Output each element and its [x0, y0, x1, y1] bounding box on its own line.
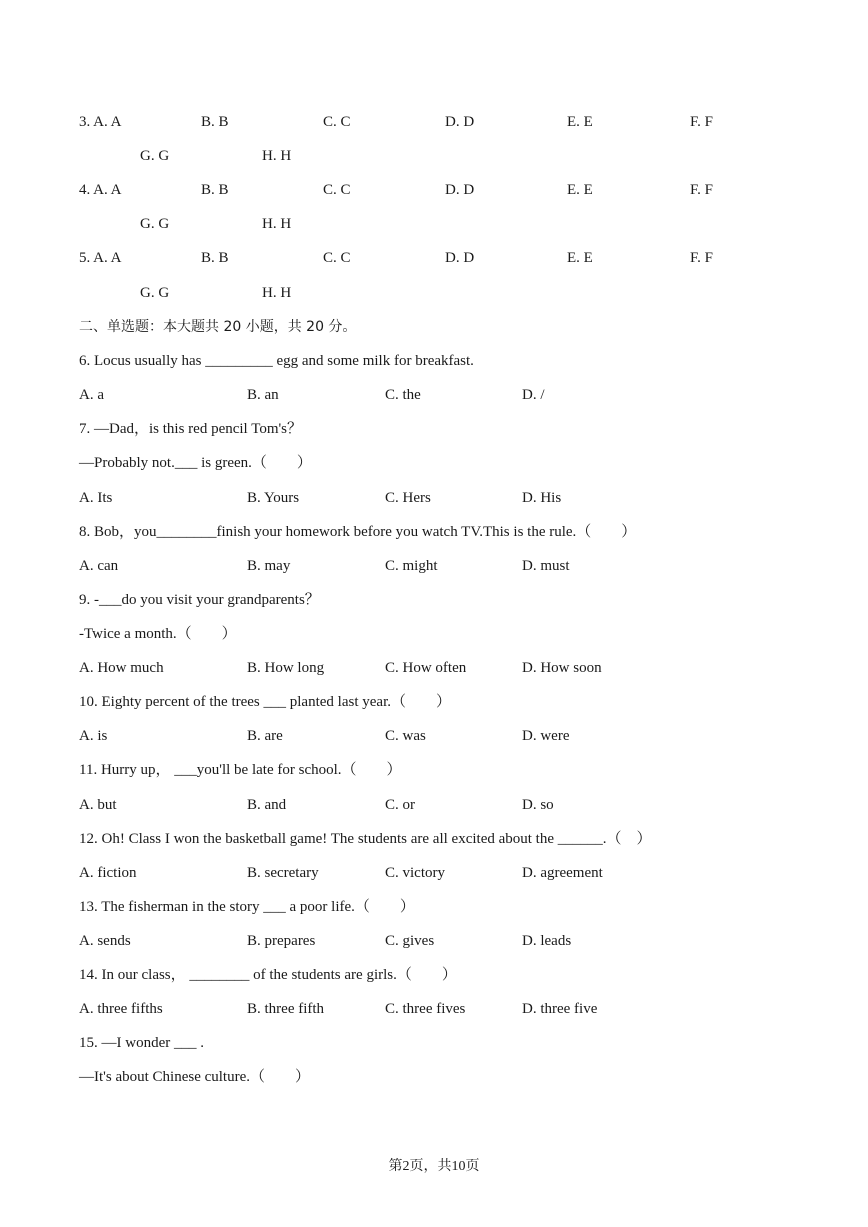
- letter-item-4-row1: [0, 179, 868, 201]
- option-c: C. Hers: [385, 490, 431, 506]
- option-b: B. How long: [247, 660, 325, 676]
- option-b: B. and: [247, 797, 287, 813]
- option: 3. A. A: [79, 114, 122, 130]
- option-c: C. was: [385, 728, 426, 744]
- question-11-options: [0, 794, 868, 816]
- question-7-stem-2: —Probably not.___ is green.（ ）: [79, 455, 312, 471]
- option-b: B. an: [247, 387, 279, 403]
- option-c: C. victory: [385, 865, 445, 881]
- question-7-stem: 7. —Dad，is this red pencil Tom's？: [79, 421, 303, 437]
- question-9-stem: 9. -___do you visit your grandparents？: [79, 592, 320, 608]
- option: G. G: [140, 216, 170, 232]
- letter-item-5-row2: [0, 282, 868, 304]
- letter-item-5-row1: [0, 247, 868, 269]
- option: C. C: [323, 182, 351, 198]
- option-a: A. can: [79, 558, 119, 574]
- option-c: C. or: [385, 797, 415, 813]
- option-b: B. secretary: [247, 865, 319, 881]
- option: H. H: [262, 148, 292, 164]
- option-b: B. are: [247, 728, 283, 744]
- question-6-stem: 6. Locus usually has _________ egg and some milk for breakfast.: [79, 353, 474, 369]
- option: F. F: [690, 182, 713, 198]
- question-15-stem: 15. —I wonder ___ .: [79, 1035, 204, 1051]
- option: E. E: [567, 182, 593, 198]
- question-8-stem: 8. Bob，you________finish your homework before you watch TV.This is the rule.（ ）: [79, 524, 637, 540]
- letter-item-3-row1: [0, 111, 868, 133]
- option: C. C: [323, 114, 351, 130]
- option: D. D: [445, 114, 475, 130]
- option-d: D. leads: [522, 933, 572, 949]
- option-b: B. Yours: [247, 490, 300, 506]
- option: B. B: [201, 250, 229, 266]
- option-a: A. fiction: [79, 865, 137, 881]
- option-d: D. must: [522, 558, 570, 574]
- option: H. H: [262, 216, 292, 232]
- section-heading: 二、单选题：本大题共 20 小题，共 20 分。: [79, 319, 357, 335]
- option: D. D: [445, 250, 475, 266]
- option: B. B: [201, 114, 229, 130]
- option: H. H: [262, 285, 292, 301]
- question-6-options: [0, 384, 868, 406]
- question-12-stem: 12. Oh! Class I won the basketball game! The students are all excited about the ______.（ ）: [79, 831, 652, 847]
- option-c: C. three fives: [385, 1001, 466, 1017]
- option-a: A. sends: [79, 933, 131, 949]
- option: 4. A. A: [79, 182, 122, 198]
- option: G. G: [140, 285, 170, 301]
- option-d: D. so: [522, 797, 554, 813]
- question-14-options: [0, 998, 868, 1020]
- question-11-stem: 11. Hurry up， ___you'll be late for school.（ ）: [79, 762, 402, 778]
- question-9-options: [0, 657, 868, 679]
- option: C. C: [323, 250, 351, 266]
- option-b: B. may: [247, 558, 291, 574]
- option-c: C. might: [385, 558, 438, 574]
- letter-item-4-row2: [0, 213, 868, 235]
- question-14-stem: 14. In our class， ________ of the students are girls.（ ）: [79, 967, 457, 983]
- option: E. E: [567, 114, 593, 130]
- question-7-options: [0, 487, 868, 509]
- option-c: C. gives: [385, 933, 435, 949]
- option-b: B. prepares: [247, 933, 316, 949]
- option: F. F: [690, 114, 713, 130]
- option-a: A. is: [79, 728, 108, 744]
- option-a: A. Its: [79, 490, 113, 506]
- option-d: D. His: [522, 490, 562, 506]
- option-d: D. three five: [522, 1001, 598, 1017]
- option-d: D. How soon: [522, 660, 602, 676]
- question-9-stem-2: -Twice a month.（ ）: [79, 626, 237, 642]
- option: G. G: [140, 148, 170, 164]
- option-a: A. a: [79, 387, 104, 403]
- question-15-stem-2: —It's about Chinese culture.（ ）: [79, 1069, 310, 1085]
- option-a: A. three fifths: [79, 1001, 163, 1017]
- letter-item-3-row2: [0, 145, 868, 167]
- question-13-stem: 13. The fisherman in the story ___ a poor life.（ ）: [79, 899, 415, 915]
- option-c: C. How often: [385, 660, 467, 676]
- question-12-options: [0, 862, 868, 884]
- option: 5. A. A: [79, 250, 122, 266]
- option: D. D: [445, 182, 475, 198]
- option-b: B. three fifth: [247, 1001, 325, 1017]
- option-d: D. /: [522, 387, 545, 403]
- page-number: 第2页，共10页: [388, 1159, 480, 1174]
- option-a: A. but: [79, 797, 117, 813]
- option-a: A. How much: [79, 660, 164, 676]
- option: E. E: [567, 250, 593, 266]
- question-13-options: [0, 930, 868, 952]
- option-d: D. agreement: [522, 865, 603, 881]
- option: B. B: [201, 182, 229, 198]
- option-d: D. were: [522, 728, 570, 744]
- option: F. F: [690, 250, 713, 266]
- question-10-options: [0, 725, 868, 747]
- question-8-options: [0, 555, 868, 577]
- question-10-stem: 10. Eighty percent of the trees ___ planted last year.（ ）: [79, 694, 451, 710]
- page-footer: [0, 1156, 868, 1178]
- option-c: C. the: [385, 387, 421, 403]
